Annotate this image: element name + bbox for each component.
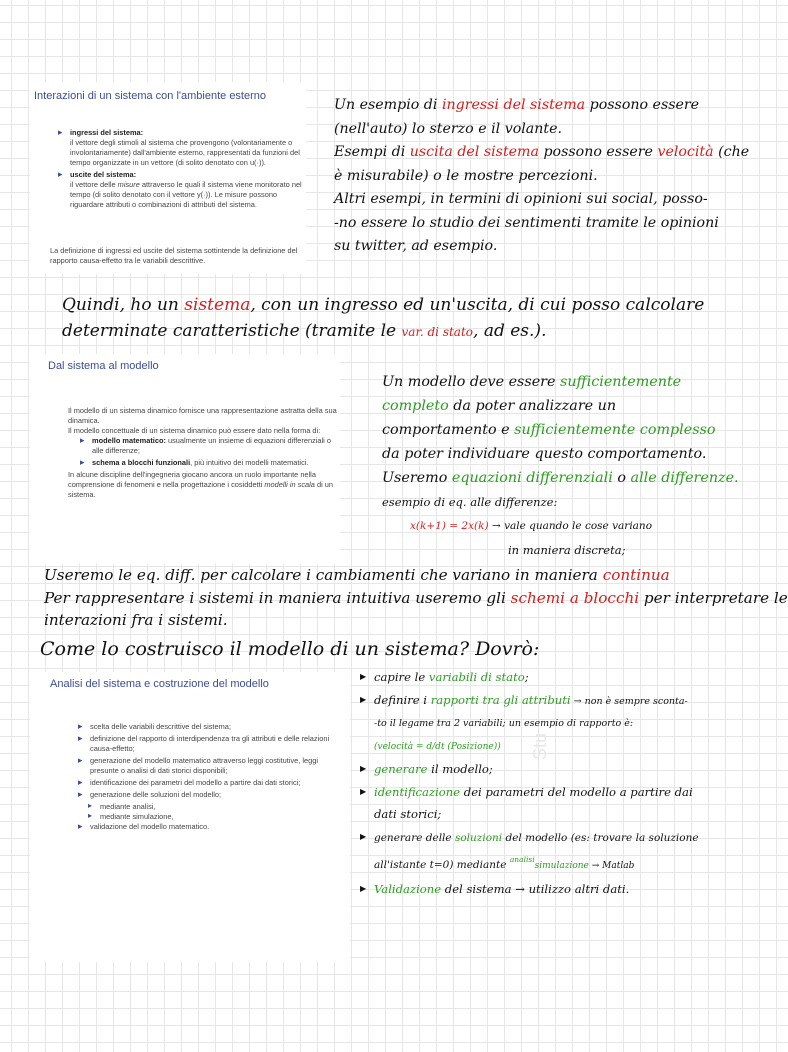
note-text: all'istante t=0) mediante (374, 859, 510, 871)
note-line (44, 564, 788, 587)
note-line (44, 587, 788, 610)
note-text: possono essere (585, 97, 700, 113)
slide-title: Interazioni di un sistema con l'ambiente esterno (34, 90, 267, 102)
slide-body (78, 722, 348, 834)
slide-body (58, 128, 302, 212)
note-line: su twitter, ad esempio. (334, 238, 498, 254)
note-line: interazioni fra i sistemi. (44, 611, 228, 629)
note-text: dei parametri del modello a partire dai (460, 784, 693, 799)
note-line (382, 394, 739, 418)
paragraph (68, 470, 338, 500)
list-item: ▸ generazione delle soluzioni del modello; (78, 790, 348, 800)
note-highlight: analisi (509, 855, 535, 864)
paragraph-text: di un sistema. (68, 480, 334, 499)
note-line (334, 94, 749, 118)
item-text: , più intuitivo dei modelli matematici. (190, 458, 309, 467)
note-line: dati storici; (374, 807, 442, 821)
note-line (374, 849, 710, 878)
term: uscite del sistema: (70, 170, 137, 179)
slide-title: Analisi del sistema e costruzione del modello (50, 678, 269, 690)
note-text: comportamento e (382, 422, 515, 438)
note-highlight: continua (602, 566, 670, 584)
note-highlight: completo (382, 398, 449, 414)
note-highlight: simulazione (534, 861, 589, 871)
note-text: , ad es.). (473, 321, 547, 341)
list-item: ▸ generazione del modello matematico attraverso leggi costitutive, leggi presunte o analisi di dati storici disponibili; (78, 756, 348, 776)
note-text: Useremo le eq. diff. per calcolare i cambiamenti che variano in maniera (44, 566, 603, 584)
handwritten-note-quindi (62, 292, 704, 345)
list-item (58, 170, 302, 210)
note-text: del sistema → utilizzo altri dati. (441, 881, 630, 896)
note-line (62, 318, 704, 345)
item-text: il vettore delle (70, 180, 118, 189)
sub-list-item: ▸ mediante simulazione, (78, 812, 348, 822)
note-highlight: sufficientemente (560, 374, 682, 390)
note-text: → non è sempre sconta- (570, 695, 688, 707)
note-text: o (612, 470, 631, 486)
item-text: il vettore degli stimoli al sistema che provengono (volontariamente o involontariamente) dall'ambiente esterno, rappresentati da funzioni del tempo organizzate in un vettore (di solito denotato con u(·)). (70, 138, 300, 167)
note-text: possono essere (538, 144, 658, 160)
note-text: Esempi di (334, 144, 410, 160)
note-line: -no essere lo studio dei sentimenti tramite le opinioni (334, 214, 719, 231)
note-text: → vale quando le cose variano (488, 520, 653, 532)
step-item (360, 666, 710, 689)
note-highlight: alle differenze. (630, 470, 739, 486)
note-highlight: sistema (184, 295, 251, 315)
note-line (382, 370, 739, 394)
note-text: il modello; (427, 762, 493, 776)
slide-dal-sistema-al-modello (30, 354, 340, 564)
note-text: Per rappresentare i sistemi in maniera intuitiva useremo gli (44, 588, 511, 607)
note-highlight: generare (374, 762, 428, 776)
note-line (382, 418, 739, 442)
term: schema a blocchi funzionali (92, 458, 191, 467)
note-text: da poter analizzare un (448, 398, 617, 414)
note-formula: (velocità = d/dt (Posizione)) (374, 741, 501, 752)
slide-analisi-del-sistema (30, 672, 350, 962)
item-text: attraverso le quali il sistema viene monitorato nel tempo (di solito denotato con il vettore y(·)). Le misure possono riguardare attributi o combinazioni di attributi del sistema. (70, 180, 302, 209)
note-highlight: identificazione (374, 784, 461, 799)
step-item (360, 826, 710, 878)
note-line (382, 514, 739, 538)
note-line: da poter individuare questo comportamento. (382, 446, 707, 462)
item-text: usualmente un insieme di equazioni differenziali o alle differenze; (92, 436, 331, 455)
note-highlight: schemi a blocchi (510, 588, 640, 607)
note-line: esempio di eq. alle differenze: (382, 495, 558, 509)
note-highlight: equazioni differenziali (451, 470, 613, 486)
note-line: in maniera discreta; (508, 543, 626, 557)
note-text: ; (524, 670, 529, 684)
note-text: per interpretare le (639, 588, 788, 607)
note-highlight: var. di stato (401, 325, 474, 339)
note-text: generare delle (374, 831, 455, 844)
list-item: ▸ validazione del modello matematico. (78, 822, 348, 832)
note-text: → Matlab (588, 861, 635, 871)
handwritten-note-ingressi-uscite (334, 94, 749, 259)
paragraph: Il modello di un sistema dinamico fornisce una rappresentazione astratta della sua dinamica. (68, 406, 337, 425)
note-highlight: rapporti tra gli attributi (430, 692, 571, 707)
step-item (360, 781, 710, 826)
note-line: (nell'auto) lo sterzo e il volante. (334, 120, 562, 137)
note-line: Altri esempi, in termini di opinioni sui social, posso- (334, 191, 708, 207)
term: ingressi del sistema: (70, 128, 144, 137)
note-highlight: sufficientemente complesso (514, 422, 716, 438)
list-item: ▸ definizione del rapporto di interdipendenza tra gli attributi e delle relazioni causa-effetto; (78, 734, 348, 754)
slide-body (68, 406, 338, 500)
note-text: Useremo (382, 470, 452, 486)
note-text: Un modello deve essere (382, 374, 561, 390)
note-highlight: velocità (657, 144, 714, 160)
list-item: ▸ scelta delle variabili descrittive del sistema; (78, 722, 348, 732)
note-text: del modello (es: trovare la soluzione (502, 831, 699, 844)
note-text: (che (713, 144, 750, 160)
note-highlight: variabili di stato (428, 670, 525, 684)
step-item (360, 758, 710, 781)
note-text: Quindi, ho un (62, 295, 185, 315)
handwritten-heading-come-lo-costruisco: Come lo costruisco il modello di un sistema? Dovrò: (40, 638, 540, 660)
list-item: ▸ identificazione dei parametri del modello a partire dai dati storici; (78, 778, 348, 788)
handwritten-note-useremo (44, 564, 788, 632)
note-highlight: soluzioni (454, 831, 503, 844)
handwritten-note-modello (382, 370, 739, 562)
list-item (80, 458, 338, 468)
sub-list-item: ▸ mediante analisi, (78, 802, 348, 812)
list (68, 436, 338, 468)
note-text: definire i (374, 692, 431, 707)
note-highlight: Validazione (374, 881, 442, 896)
note-text: , con un ingresso ed un'uscita, di cui posso calcolare (250, 295, 705, 315)
note-text: capire le (374, 670, 429, 684)
paragraph-text: In alcune discipline dell'ingegneria giocano ancora un ruolo importante nella comprensione di fenomeni e nella progettazione i cosiddetti (68, 470, 316, 489)
equation: x(k+1) = 2x(k) (410, 520, 489, 532)
note-highlight: ingressi del sistema (441, 97, 586, 113)
paragraph: Il modello concettuale di un sistema dinamico può essere dato nella forma di: (68, 426, 321, 435)
note-highlight: uscita del sistema (409, 144, 539, 160)
slide-interazioni (30, 82, 306, 274)
note-line (334, 141, 749, 165)
handwritten-steps-list (360, 666, 710, 900)
term: modello matematico: (92, 436, 166, 445)
item-emphasis: misure (117, 180, 140, 189)
list-item (80, 436, 338, 456)
step-item (360, 878, 710, 901)
note-line: -to il legame tra 2 variabili; un esempio di rapporto è: (374, 718, 634, 729)
note-line (62, 292, 704, 318)
watermark: Stu (530, 732, 550, 760)
note-line: è misurabile) o le mostre percezioni. (334, 167, 598, 184)
slide-footer: La definizione di ingressi ed uscite del sistema sottintende la definizione del rapporto causa-effetto tra le variabili descrittive. (50, 246, 298, 265)
slide-title: Dal sistema al modello (48, 360, 159, 372)
note-line (382, 466, 739, 490)
paragraph-emphasis: modelli in scala (264, 480, 315, 489)
note-text: Un esempio di (334, 97, 442, 113)
note-text: determinate caratteristiche (tramite le (62, 321, 402, 341)
list-item (58, 128, 302, 168)
